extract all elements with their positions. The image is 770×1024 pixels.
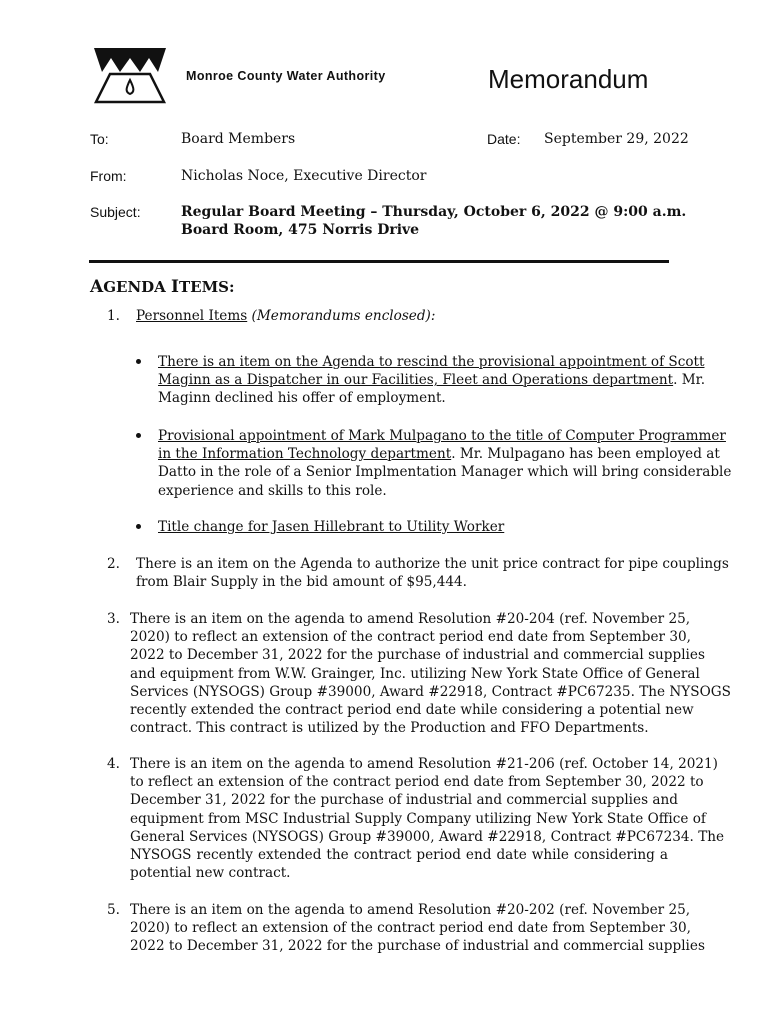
date-label: Date: [487, 131, 521, 147]
bullet-icon [136, 524, 141, 529]
memo-title: Memorandum [488, 64, 649, 94]
bullet-icon [136, 433, 141, 438]
item-3-text: There is an item on the agenda to amend Resolution #20-204 (ref. November 25, 2020) to reflect an extension of the contract period end date from September 30, 2022 to December 31, 2022 for the purchase of industrial and commercial supplies and equipment from W.W. Grainger, Inc. utilizing New York State Office of General Services (NYSOGS) Group #39000, Award #22918, Contract #PC67235. The NYSOGS recently extended the contract period end date while considering a potential new contract. This contract is utilized by the Production and FFO Departments. [130, 611, 731, 737]
bullet-rescind-appointment: There is an item on the Agenda to rescind the provisional appointment of Scott Maginn as a Dispatcher in our Facilities, Fleet and Operations department. Mr. Maginn declined his offer of employment. [158, 354, 706, 407]
item-4-text: There is an item on the agenda to amend Resolution #21-206 (ref. October 14, 2021) to reflect an extension of the contract period end date from September 30, 2022 to December 31, 2022 for the purchase of industrial and commercial supplies and equipment from MSC Industrial Supply Company utilizing New York State Office of General Services (NYSOGS) Group #39000, Award #22918, Contract #PC67234. The NYSOGS recently extended the contract period end date while considering a potential new contract. [130, 756, 725, 882]
item-number: 3. [107, 611, 120, 627]
to-label: To: [90, 131, 109, 147]
subject-line-1: Regular Board Meeting – Thursday, October 6, 2022 @ 9:00 a.m. [181, 204, 687, 220]
organization-name: Monroe County Water Authority [186, 69, 386, 83]
item-2-text: There is an item on the Agenda to authorize the unit price contract for pipe couplings from Blair Supply in the bid amount of $95,444. [136, 556, 729, 591]
subject-label: Subject: [90, 204, 141, 220]
item-number: 2. [107, 556, 120, 572]
from-label: From: [90, 168, 127, 184]
date-value: September 29, 2022 [544, 131, 689, 147]
from-value: Nicholas Noce, Executive Director [181, 168, 427, 184]
logo-w-mark [94, 48, 166, 72]
header-divider [89, 260, 669, 263]
item-number: 4. [107, 756, 120, 772]
water-drop-icon [127, 80, 134, 94]
item-number: 1. [107, 308, 120, 324]
mcwa-logo [92, 46, 168, 106]
agenda-heading: AGENDA ITEMS: [90, 277, 235, 297]
bullet-provisional-appointment: Provisional appointment of Mark Mulpagano to the title of Computer Programmer in the Information Technology department. Mr. Mulpagano has been employed at Datto in the role of a Senior Implmentation Manager which will bring considerable experience and skills to this role. [158, 428, 732, 499]
bullet-title-change: Title change for Jasen Hillebrant to Utility Worker [158, 519, 505, 535]
personnel-items-heading: Personnel Items (Memorandums enclosed): [136, 308, 436, 324]
item-5-text: There is an item on the agenda to amend Resolution #20-202 (ref. November 25, 2020) to reflect an extension of the contract period end date from September 30, 2022 to December 31, 2022 for the purchase of industrial and commercial supplies [130, 902, 705, 955]
to-value: Board Members [181, 131, 296, 147]
subject-line-2: Board Room, 475 Norris Drive [181, 222, 420, 238]
item-number: 5. [107, 902, 120, 918]
bullet-icon [136, 359, 141, 364]
